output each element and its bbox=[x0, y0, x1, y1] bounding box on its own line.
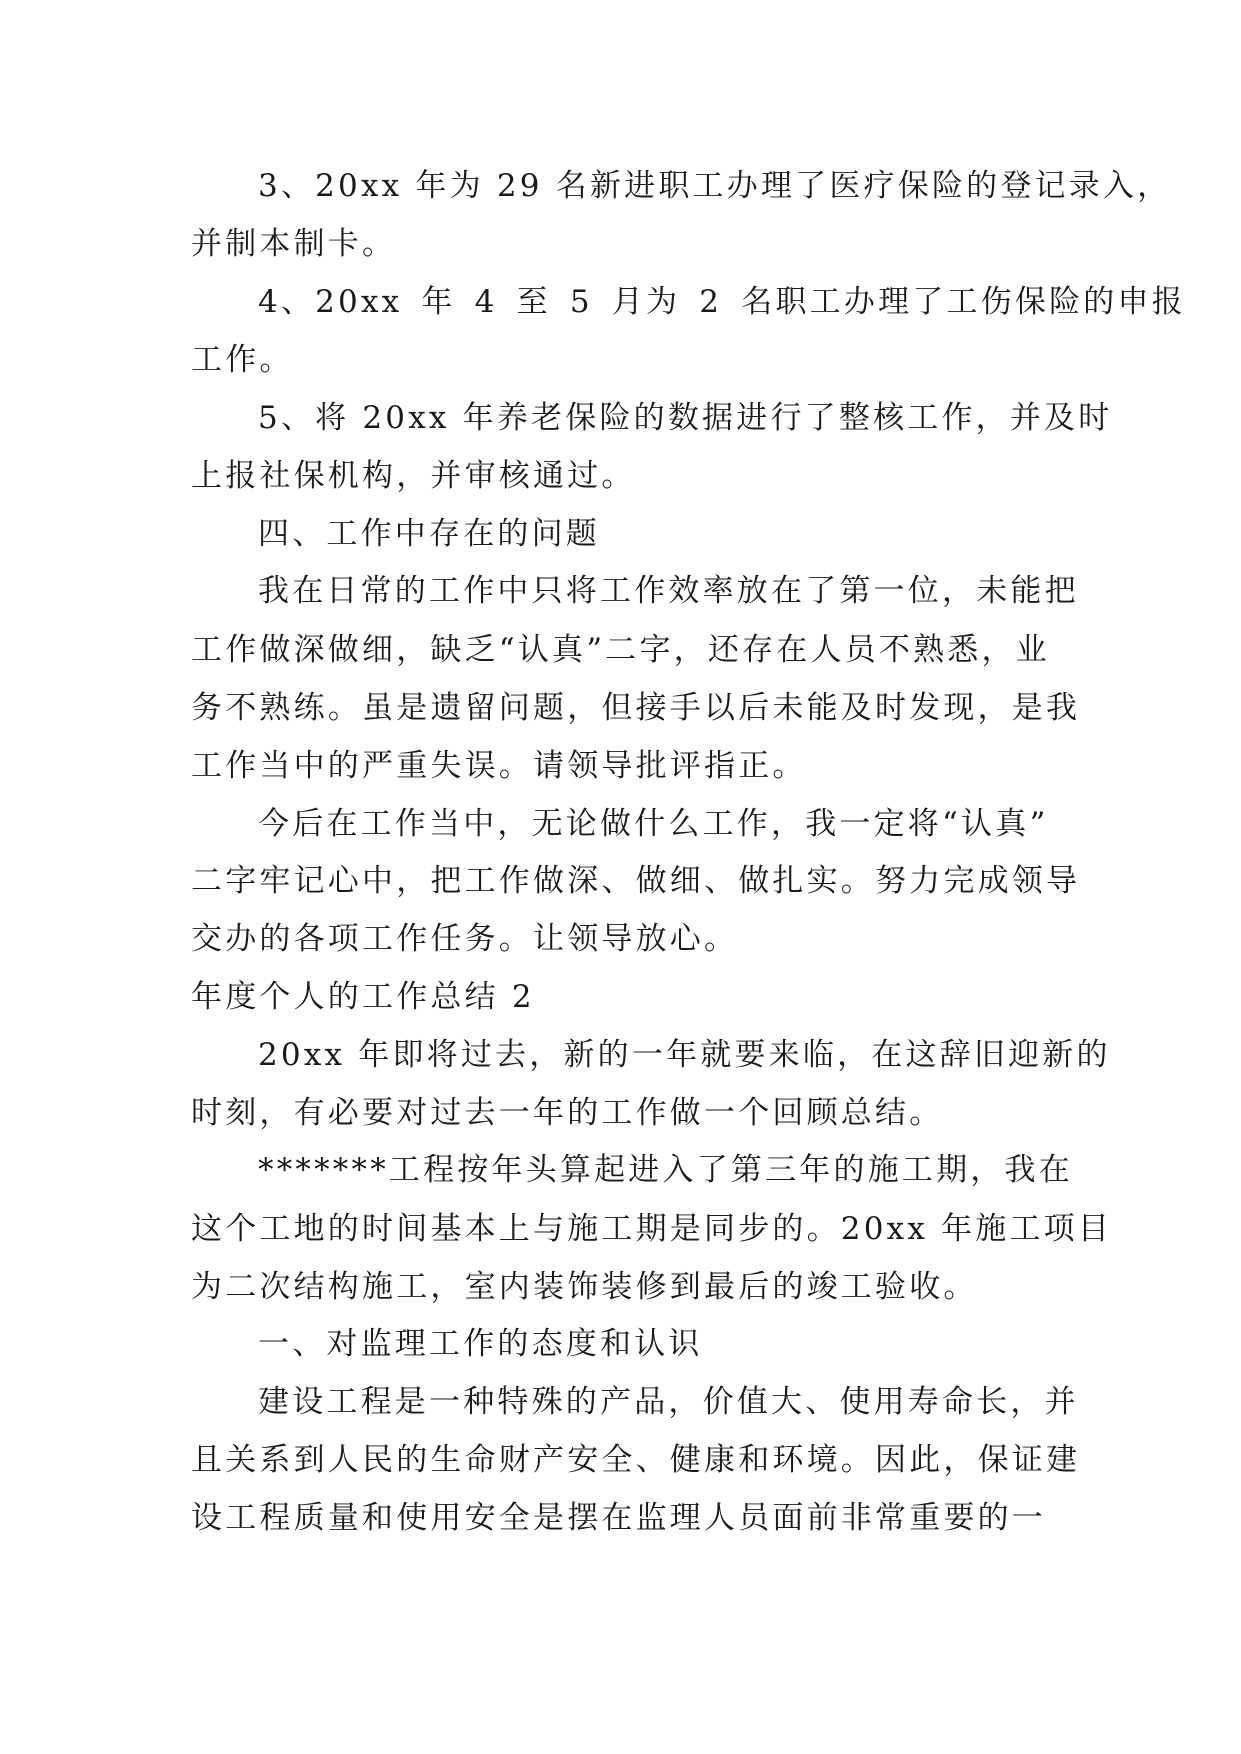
paragraph-line: 设工程质量和使用安全是摆在监理人员面前非常重要的一 bbox=[191, 1500, 1046, 1536]
paragraph-line: *******工程按年头算起进入了第三年的施工期，我在 bbox=[258, 1152, 1073, 1188]
paragraph-line: 4、20xx 年 4 至 5 月为 2 名职工办理了工伤保险的申报 bbox=[258, 284, 1186, 320]
paragraph-line: 这个工地的时间基本上与施工期是同步的。20xx 年施工项目 bbox=[191, 1211, 1113, 1247]
paragraph-line: 3、20xx 年为 29 名新进职工办理了医疗保险的登记录入， bbox=[258, 168, 1172, 204]
paragraph-line: 20xx 年即将过去，新的一年就要来临，在这辞旧迎新的 bbox=[258, 1037, 1111, 1073]
paragraph-line: 工作。 bbox=[191, 342, 294, 378]
paragraph-line: 5、将 20xx 年养老保险的数据进行了整核工作，并及时 bbox=[258, 400, 1113, 436]
paragraph-line: 上报社保机构，并审核通过。 bbox=[191, 458, 636, 494]
paragraph-line: 为二次结构施工，室内装饰装修到最后的竣工验收。 bbox=[191, 1269, 978, 1305]
paragraph-line: 建设工程是一种特殊的产品，价值大、使用寿命长，并 bbox=[258, 1384, 1079, 1420]
document-title: 年度个人的工作总结 2 bbox=[191, 979, 535, 1015]
paragraph-line: 工作做深做细，缺乏“认真”二字，还存在人员不熟悉，业 bbox=[191, 632, 1050, 668]
paragraph-line: 交办的各项工作任务。让领导放心。 bbox=[191, 921, 739, 957]
paragraph-line: 二字牢记心中，把工作做深、做细、做扎实。努力完成领导 bbox=[191, 863, 1081, 899]
paragraph-line: 工作当中的严重失误。请领导批评指正。 bbox=[191, 748, 807, 784]
paragraph-line: 时刻，有必要对过去一年的工作做一个回顾总结。 bbox=[191, 1095, 944, 1131]
paragraph-line: 我在日常的工作中只将工作效率放在了第一位，未能把 bbox=[258, 573, 1079, 609]
paragraph-line: 且关系到人民的生命财产安全、健康和环境。因此，保证建 bbox=[191, 1442, 1081, 1478]
paragraph-line: 今后在工作当中，无论做什么工作，我一定将“认真” bbox=[258, 806, 1049, 842]
paragraph-line: 务不熟练。虽是遗留问题，但接手以后未能及时发现，是我 bbox=[191, 690, 1081, 726]
section-heading: 一、对监理工作的态度和认识 bbox=[258, 1326, 703, 1362]
section-heading: 四、工作中存在的问题 bbox=[258, 516, 600, 552]
paragraph-line: 并制本制卡。 bbox=[191, 226, 397, 262]
